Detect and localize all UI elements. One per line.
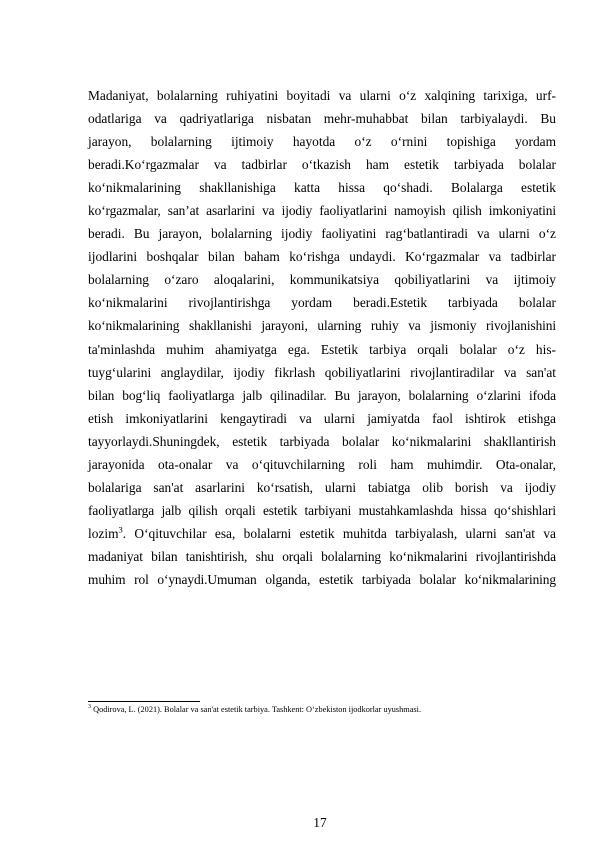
text-line: Madaniyat, bolalarning ruhiyatini boyitadi va ularni o‘z xalqining tarixiga, urf- — [88, 88, 556, 103]
text-line: ko‘rgazmalar, san’at asarlarini va ijodiy faoliyatlarini namoyish qilish imkoniyatini — [88, 203, 556, 219]
text-line: etish imkoniyatlarini kengaytiradi va ularni jamiyatda faol ishtirok etishga — [88, 410, 556, 426]
text-line: muhim rol o‘ynaydi.Umuman olganda, estetik tarbiyada bolalar ko‘nikmalarining — [88, 571, 556, 587]
body-text — [88, 84, 556, 591]
page-number: 17 — [313, 815, 327, 830]
text-line: ko‘nikmalarini rivojlantirishga yordam beradi.Estetik tarbiyada bolalar — [88, 295, 556, 311]
text-line: madaniyat bilan tanishtirish, shu orqali bolalarning ko‘nikmalarini rivojlantirishda — [88, 548, 556, 564]
text-line: jarayon, bolalarning ijtimoiy hayotda o‘z o‘rnini topishiga yordam — [88, 134, 556, 150]
text-line: beradi.Ko‘rgazmalar va tadbirlar o‘tkazish ham estetik tarbiyada bolalar — [88, 157, 556, 173]
text-line: tuyg‘ularini anglaydilar, ijodiy fikrlash qobiliyatlarini rivojlantiradilar va san'at — [88, 364, 556, 380]
text-line: ko‘nikmalarining shakllanishiga katta hissa qo‘shadi. Bolalarga estetik — [88, 180, 556, 196]
text-segment: lozim — [88, 525, 119, 541]
text-line: odatlariga va qadriyatlariga nisbatan mehr-muhabbat bilan tarbiyalaydi. Bu — [88, 111, 556, 127]
text-line-with-footnote-ref — [88, 522, 556, 545]
text-line: faoliyatlarga jalb qilish orqali estetik tarbiyani mustahkamlashda hissa qo‘shishlari — [88, 502, 556, 518]
text-line: bilan bog‘liq faoliyatlarga jalb qilinadilar. Bu jarayon, bolalarning o‘zlarini ifoda — [88, 387, 556, 403]
text-line: tayyorlaydi.Shuningdek, estetik tarbiyada bolalar ko‘nikmalarini shakllantirish — [88, 433, 556, 449]
text-line: bolalarning o‘zaro aloqalarini, kommunikatsiya qobiliyatlarini va ijtimoiy — [88, 272, 556, 288]
text-line: ijodlarini boshqalar bilan baham ko‘rishga undaydi. Ko‘rgazmalar va tadbirlar — [88, 249, 556, 265]
footnote-reference: 3 — [118, 524, 123, 535]
text-line: bolalariga san'at asarlarini ko‘rsatish, ularni tabiatga olib borish va ijodiy — [88, 479, 556, 495]
text-line: ta'minlashda muhim ahamiyatga ega. Estetik tarbiya orqali bolalar o‘z his- — [88, 341, 556, 357]
text-segment: . O‘qituvchilar esa, bolalarni estetik muhitda tarbiyalash, ularni san'at va — [122, 525, 556, 541]
footnote-text: Qodirova, L. (2021). Bolalar va san'at estetik tarbiya. Tashkent: O‘zbekiston ijodkorlar uyushmasi. — [91, 704, 422, 714]
text-line: jarayonida ota-onalar va o‘qituvchilarning roli ham muhimdir. Ota-onalar, — [88, 456, 556, 472]
text-line: beradi. Bu jarayon, bolalarning ijodiy faoliyatini rag‘batlantiradi va ularni o‘z — [88, 226, 556, 242]
footnote-separator — [88, 701, 200, 702]
text-line: ko‘nikmalarining shakllanishi jarayoni, ularning ruhiy va jismoniy rivojlanishini — [88, 318, 556, 334]
footnote — [88, 704, 558, 714]
footnote-number: 3 — [88, 704, 91, 710]
